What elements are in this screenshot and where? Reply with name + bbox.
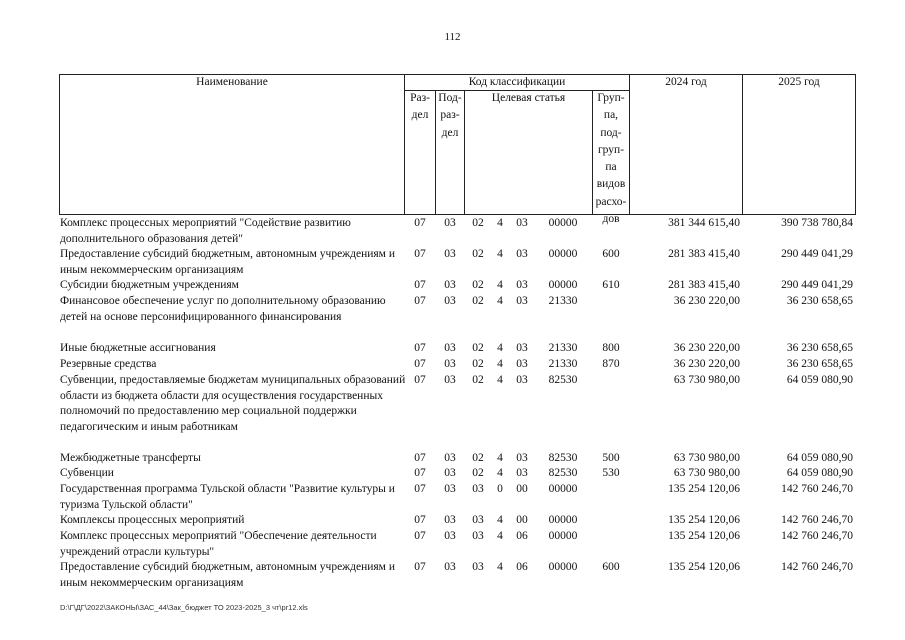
row-target-2: 4 bbox=[497, 561, 503, 573]
row-razdel: 07 bbox=[414, 452, 426, 464]
row-target-3: 03 bbox=[516, 342, 528, 354]
row-value-2025: 64 059 080,90 bbox=[786, 374, 853, 386]
row-podrazdel: 03 bbox=[444, 374, 456, 386]
header-podrazdel-line: дел bbox=[441, 126, 459, 139]
header-name: Наименование bbox=[196, 76, 268, 88]
row-target-4: 00000 bbox=[548, 514, 578, 526]
header-razdel-line: Раз- bbox=[410, 92, 430, 104]
row-value-2024: 135 254 120,06 bbox=[668, 514, 740, 526]
row-target-2: 4 bbox=[497, 467, 503, 479]
row-target-3: 03 bbox=[516, 358, 528, 370]
row-razdel: 07 bbox=[414, 342, 426, 354]
header-target: Целевая статья bbox=[491, 92, 566, 104]
row-target-2: 4 bbox=[497, 530, 503, 542]
row-value-2025: 142 760 246,70 bbox=[781, 483, 853, 495]
row-name: Комплексы процессных мероприятий bbox=[60, 514, 245, 526]
row-podrazdel: 03 bbox=[444, 483, 456, 495]
row-value-2025: 36 230 658,65 bbox=[786, 295, 853, 307]
row-target-1: 02 bbox=[472, 452, 484, 464]
row-target-1: 03 bbox=[472, 561, 484, 573]
row-target-1: 02 bbox=[472, 467, 484, 479]
row-target-3: 00 bbox=[516, 483, 528, 495]
row-podrazdel: 03 bbox=[444, 279, 456, 291]
row-razdel: 07 bbox=[414, 374, 426, 386]
header-razdel bbox=[405, 90, 435, 125]
row-group: 500 bbox=[602, 452, 620, 464]
row-target-4: 00000 bbox=[548, 217, 578, 229]
row-value-2024: 63 730 980,00 bbox=[673, 467, 740, 479]
row-value-2024: 135 254 120,06 bbox=[668, 530, 740, 542]
row-value-2024: 63 730 980,00 bbox=[673, 452, 740, 464]
row-group: 800 bbox=[602, 342, 620, 354]
row-podrazdel: 03 bbox=[444, 452, 456, 464]
row-value-2024: 281 383 415,40 bbox=[668, 248, 740, 260]
row-podrazdel: 03 bbox=[444, 342, 456, 354]
row-target-2: 4 bbox=[497, 374, 503, 386]
row-target-2: 4 bbox=[497, 452, 503, 464]
row-target-1: 03 bbox=[472, 514, 484, 526]
row-target-3: 00 bbox=[516, 514, 528, 526]
row-target-2: 0 bbox=[497, 483, 503, 495]
header-podrazdel-line: раз- bbox=[440, 109, 460, 122]
row-name: Государственная программа Тульской области "Развитие культуры и туризма Тульской области" bbox=[60, 483, 395, 511]
row-value-2025: 390 738 780,84 bbox=[781, 217, 853, 229]
file-path-footer: D:\Г\ДГ\2022\ЗАКОНЫ\ЗАС_44\Зак_бюджет ТО 2023-2025_3 чт\pr12.xls bbox=[60, 603, 308, 612]
row-target-3: 03 bbox=[516, 452, 528, 464]
row-target-2: 4 bbox=[497, 358, 503, 370]
row-target-4: 82530 bbox=[548, 467, 578, 479]
header-podrazdel bbox=[436, 90, 464, 142]
row-razdel: 07 bbox=[414, 295, 426, 307]
header-group bbox=[593, 90, 629, 228]
row-value-2025: 290 449 041,29 bbox=[781, 279, 853, 291]
row-target-1: 02 bbox=[472, 358, 484, 370]
row-target-1: 02 bbox=[472, 279, 484, 291]
row-razdel: 07 bbox=[414, 358, 426, 370]
row-target-3: 03 bbox=[516, 295, 528, 307]
row-target-3: 03 bbox=[516, 248, 528, 260]
row-value-2025: 142 760 246,70 bbox=[781, 561, 853, 573]
row-group: 610 bbox=[602, 279, 620, 291]
row-value-2024: 36 230 220,00 bbox=[673, 342, 740, 354]
header-razdel-line: дел bbox=[411, 109, 429, 122]
row-value-2024: 36 230 220,00 bbox=[673, 295, 740, 307]
row-value-2024: 281 383 415,40 bbox=[668, 279, 740, 291]
grid-line bbox=[742, 74, 743, 215]
header-group-line: груп- bbox=[597, 143, 625, 156]
row-target-4: 00000 bbox=[548, 279, 578, 291]
row-value-2025: 36 230 658,65 bbox=[786, 342, 853, 354]
row-value-2025: 290 449 041,29 bbox=[781, 248, 853, 260]
row-name: Финансовое обеспечение услуг по дополнительному образованию детей на основе персонифицированного финансирования bbox=[60, 295, 386, 323]
row-target-2: 4 bbox=[497, 295, 503, 307]
grid-line bbox=[629, 74, 630, 215]
row-razdel: 07 bbox=[414, 483, 426, 495]
row-name: Резервные средства bbox=[60, 358, 157, 370]
header-group-line: па bbox=[605, 161, 617, 174]
row-name: Субвенции bbox=[60, 467, 114, 479]
row-name: Субвенции, предоставляемые бюджетам муниципальных образований области из бюджета области для осуществления государственных полномочий по предоставлению мер социальной поддержки педагогическим и иным работникам bbox=[60, 374, 406, 433]
row-value-2025: 142 760 246,70 bbox=[781, 530, 853, 542]
grid-line bbox=[59, 74, 60, 215]
row-name: Иные бюджетные ассигнования bbox=[60, 342, 216, 354]
row-name: Комплекс процессных мероприятий "Содействие развитию дополнительного образования детей" bbox=[60, 217, 351, 245]
row-target-2: 4 bbox=[497, 279, 503, 291]
grid-line bbox=[464, 90, 465, 215]
row-target-1: 02 bbox=[472, 374, 484, 386]
header-podrazdel-line: Под- bbox=[438, 92, 462, 104]
row-target-1: 02 bbox=[472, 342, 484, 354]
header-group-line: па, bbox=[603, 109, 619, 122]
row-target-3: 03 bbox=[516, 467, 528, 479]
row-name: Предоставление субсидий бюджетным, автономным учреждениям и иным некоммерческим организациям bbox=[60, 248, 395, 276]
header-group-line: дов bbox=[602, 213, 620, 226]
row-target-4: 21330 bbox=[548, 358, 578, 370]
page-number: 112 bbox=[444, 31, 461, 43]
row-target-4: 21330 bbox=[548, 295, 578, 307]
row-target-3: 03 bbox=[516, 374, 528, 386]
row-target-1: 02 bbox=[472, 217, 484, 229]
row-target-4: 21330 bbox=[548, 342, 578, 354]
row-target-4: 00000 bbox=[548, 561, 578, 573]
row-target-1: 02 bbox=[472, 248, 484, 260]
row-razdel: 07 bbox=[414, 217, 426, 229]
header-group-line: видов bbox=[596, 178, 626, 191]
row-podrazdel: 03 bbox=[444, 514, 456, 526]
row-value-2024: 36 230 220,00 bbox=[673, 358, 740, 370]
row-value-2024: 135 254 120,06 bbox=[668, 561, 740, 573]
row-razdel: 07 bbox=[414, 279, 426, 291]
row-target-4: 00000 bbox=[548, 530, 578, 542]
row-target-1: 03 bbox=[472, 483, 484, 495]
row-target-2: 4 bbox=[497, 514, 503, 526]
row-razdel: 07 bbox=[414, 514, 426, 526]
row-value-2024: 63 730 980,00 bbox=[673, 374, 740, 386]
header-bottom-line bbox=[59, 214, 855, 215]
row-target-4: 00000 bbox=[548, 483, 578, 495]
row-value-2025: 64 059 080,90 bbox=[786, 452, 853, 464]
row-value-2024: 135 254 120,06 bbox=[668, 483, 740, 495]
row-razdel: 07 bbox=[414, 561, 426, 573]
row-value-2025: 36 230 658,65 bbox=[786, 358, 853, 370]
row-podrazdel: 03 bbox=[444, 561, 456, 573]
row-target-2: 4 bbox=[497, 217, 503, 229]
row-target-2: 4 bbox=[497, 342, 503, 354]
row-name: Комплекс процессных мероприятий "Обеспечение деятельности учреждений отрасли культуры" bbox=[60, 530, 377, 558]
row-target-4: 00000 bbox=[548, 248, 578, 260]
grid-line bbox=[855, 74, 856, 215]
row-target-3: 06 bbox=[516, 530, 528, 542]
row-target-1: 03 bbox=[472, 530, 484, 542]
row-target-4: 82530 bbox=[548, 374, 578, 386]
row-podrazdel: 03 bbox=[444, 217, 456, 229]
row-target-3: 06 bbox=[516, 561, 528, 573]
row-target-2: 4 bbox=[497, 248, 503, 260]
row-value-2025: 64 059 080,90 bbox=[786, 467, 853, 479]
row-podrazdel: 03 bbox=[444, 248, 456, 260]
header-group-line: под- bbox=[600, 126, 622, 139]
row-razdel: 07 bbox=[414, 530, 426, 542]
row-target-3: 03 bbox=[516, 279, 528, 291]
row-target-3: 03 bbox=[516, 217, 528, 229]
row-group: 600 bbox=[602, 561, 620, 573]
row-value-2025: 142 760 246,70 bbox=[781, 514, 853, 526]
row-name: Предоставление субсидий бюджетным, автономным учреждениям и иным некоммерческим организациям bbox=[60, 561, 395, 589]
row-podrazdel: 03 bbox=[444, 358, 456, 370]
row-value-2024: 381 344 615,40 bbox=[668, 217, 740, 229]
header-year-2025: 2025 год bbox=[778, 76, 820, 88]
row-group: 870 bbox=[602, 358, 620, 370]
header-year-2024: 2024 год bbox=[665, 76, 707, 88]
header-group-line: расхо- bbox=[595, 195, 627, 208]
row-podrazdel: 03 bbox=[444, 467, 456, 479]
row-name: Субсидии бюджетным учреждениям bbox=[60, 279, 239, 291]
row-razdel: 07 bbox=[414, 467, 426, 479]
header-classification: Код классификации bbox=[468, 76, 566, 88]
row-target-1: 02 bbox=[472, 295, 484, 307]
row-group: 600 bbox=[602, 248, 620, 260]
row-podrazdel: 03 bbox=[444, 295, 456, 307]
row-podrazdel: 03 bbox=[444, 530, 456, 542]
row-razdel: 07 bbox=[414, 248, 426, 260]
row-group: 530 bbox=[602, 467, 620, 479]
row-name: Межбюджетные трансферты bbox=[60, 452, 201, 464]
header-group-line: Груп- bbox=[597, 92, 625, 104]
row-target-4: 82530 bbox=[548, 452, 578, 464]
